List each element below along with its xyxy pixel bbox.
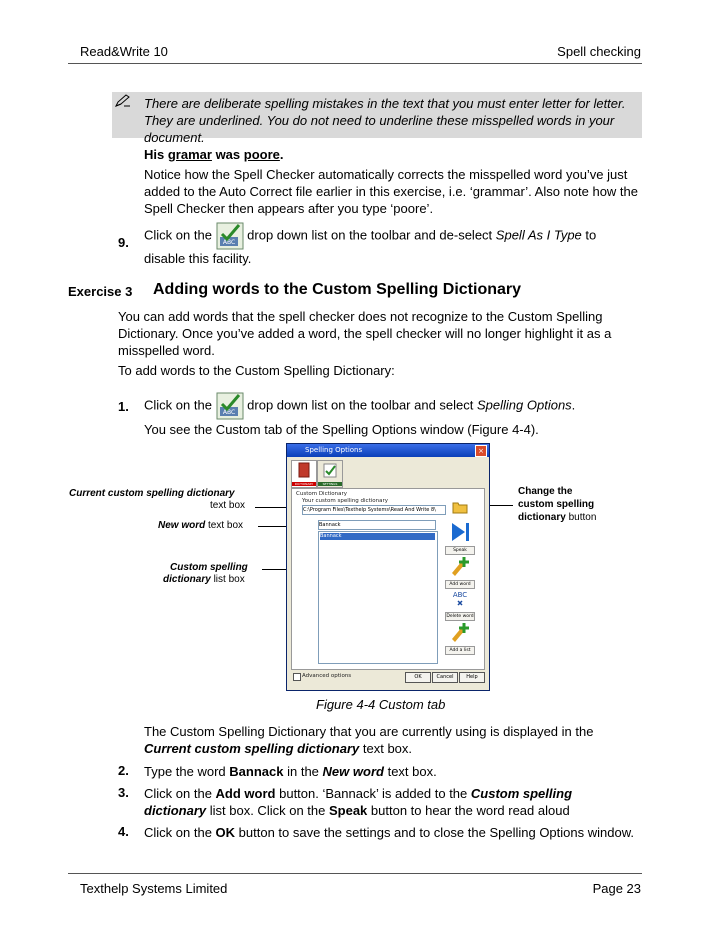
figure-caption: Figure 4-4 Custom tab	[316, 697, 446, 712]
speak-button[interactable]: Speak	[445, 521, 475, 555]
add-word-icon	[449, 555, 471, 577]
intro-instruction: To add words to the Custom Spelling Dictionary:	[118, 363, 395, 378]
step-1-number: 1.	[118, 399, 129, 414]
add-list-icon	[449, 621, 471, 643]
play-icon	[449, 521, 471, 543]
header-rule	[68, 63, 642, 64]
step-3-number: 3.	[118, 785, 129, 800]
exercise-title: Adding words to the Custom Spelling Dictionary	[153, 281, 522, 298]
advanced-options-label: Advanced options	[302, 673, 352, 679]
help-button[interactable]: Help	[459, 672, 485, 683]
callout-change-line1: Change the	[518, 486, 573, 497]
folder-icon[interactable]	[452, 499, 468, 515]
footer-page-number: Page 23	[592, 881, 641, 896]
custom-dictionary-listbox[interactable]	[318, 531, 438, 664]
step-9-number: 9.	[118, 235, 129, 250]
header-section: Spell checking	[557, 44, 641, 59]
spelling-options-dialog	[286, 443, 490, 691]
book-icon	[292, 461, 316, 481]
exercise-label: Exercise 3	[68, 284, 133, 299]
tab-dictionary[interactable]: DICTIONARY	[291, 460, 317, 488]
header-title: Read&Write 10	[80, 44, 168, 59]
current-dictionary-textbox[interactable]: C:\Program Files\Texthelp Systems\Read And Write 8\	[302, 505, 446, 515]
callout-current-dictionary-suffix: text box	[210, 500, 246, 511]
step-2-text: Type the word Bannack in the New word text box.	[144, 764, 437, 779]
svg-text:ABC: ABC	[222, 409, 235, 416]
footer-rule	[68, 873, 642, 874]
pencil-note-icon	[114, 94, 132, 108]
delete-word-icon	[449, 587, 471, 609]
settings-check-icon	[318, 461, 342, 481]
svg-text:ABC: ABC	[222, 239, 235, 246]
tab-settings[interactable]: SETTINGS	[317, 460, 343, 488]
step-1-text: Click on the ABC drop down list on the toolbar and select Spelling Options.	[144, 392, 649, 420]
new-word-textbox[interactable]: Bannack	[318, 520, 436, 530]
dialog-title: Spelling Options	[287, 444, 489, 457]
notice-paragraph: Notice how the Spell Checker automatically corrects the misspelled word you’ve just added to the Auto Correct file earlier in this exercise, i.e. ‘grammar’. Also note how the Spell Checker then appears after you type ‘poore’.	[144, 167, 639, 216]
list-item[interactable]: Bannack	[320, 533, 435, 540]
add-list-button[interactable]: Add a list	[445, 621, 475, 655]
advanced-options-checkbox[interactable]	[293, 673, 301, 681]
intro-paragraph: You can add words that the spell checker does not recognize to the Custom Spelling Dictionary. Once you’ve added a word, the spell checker will no longer highlight it as a misspelled word.	[118, 309, 612, 358]
ok-button[interactable]: OK	[405, 672, 431, 683]
callout-list-box-line2: dictionary list box	[163, 574, 245, 585]
spell-check-toolbar-icon	[216, 392, 244, 420]
cancel-button[interactable]: Cancel	[432, 672, 458, 683]
callout-list-box-line1: Custom spelling	[170, 562, 248, 573]
spell-check-toolbar-icon	[216, 222, 244, 250]
callout-new-word: New word text box	[158, 520, 244, 531]
current-dictionary-explanation: The Custom Spelling Dictionary that you are currently using is displayed in the Current custom spelling dictionary text box.	[144, 724, 594, 756]
add-word-button[interactable]: Add word	[445, 555, 475, 589]
footer-company: Texthelp Systems Limited	[80, 881, 228, 896]
example-sentence: His gramar was poore.	[144, 147, 284, 162]
step-4-text: Click on the OK button to save the settings and to close the Spelling Options window.	[144, 825, 634, 840]
step-1-subtext: You see the Custom tab of the Spelling Options window (Figure 4-4).	[144, 422, 539, 437]
step-9-text: Click on the ABC drop down list on the toolbar and de-select Spell As I Type to disable this facility.	[144, 222, 649, 267]
note-text: There are deliberate spelling mistakes in the text that you must enter letter for letter. They are underlined. You do not need to underline these misspelled words in your document.	[144, 96, 626, 145]
delete-word-button[interactable]: ABC Delete word	[445, 587, 475, 621]
callout-change-line2: custom spelling	[518, 499, 595, 510]
dialog-panel: Custom Dictionary Your custom spelling dictionary C:\Program Files\Texthelp Systems\Read And Write 8\ Bannack Bannack Speak Add word ABC Delete word Add a list	[291, 488, 485, 670]
dialog-close-button[interactable]: ×	[475, 445, 487, 457]
step-4-number: 4.	[118, 824, 129, 839]
callout-change-line3: dictionary button	[518, 512, 597, 523]
callout-current-dictionary: Current custom spelling dictionary	[69, 488, 235, 499]
svg-text:ABC: ABC	[452, 591, 468, 599]
step-3-text: Click on the Add word button. ‘Bannack’ is added to the Custom spelling dictionary list box. Click on the Speak button to hear the word read aloud	[144, 786, 573, 818]
step-2-number: 2.	[118, 763, 129, 778]
